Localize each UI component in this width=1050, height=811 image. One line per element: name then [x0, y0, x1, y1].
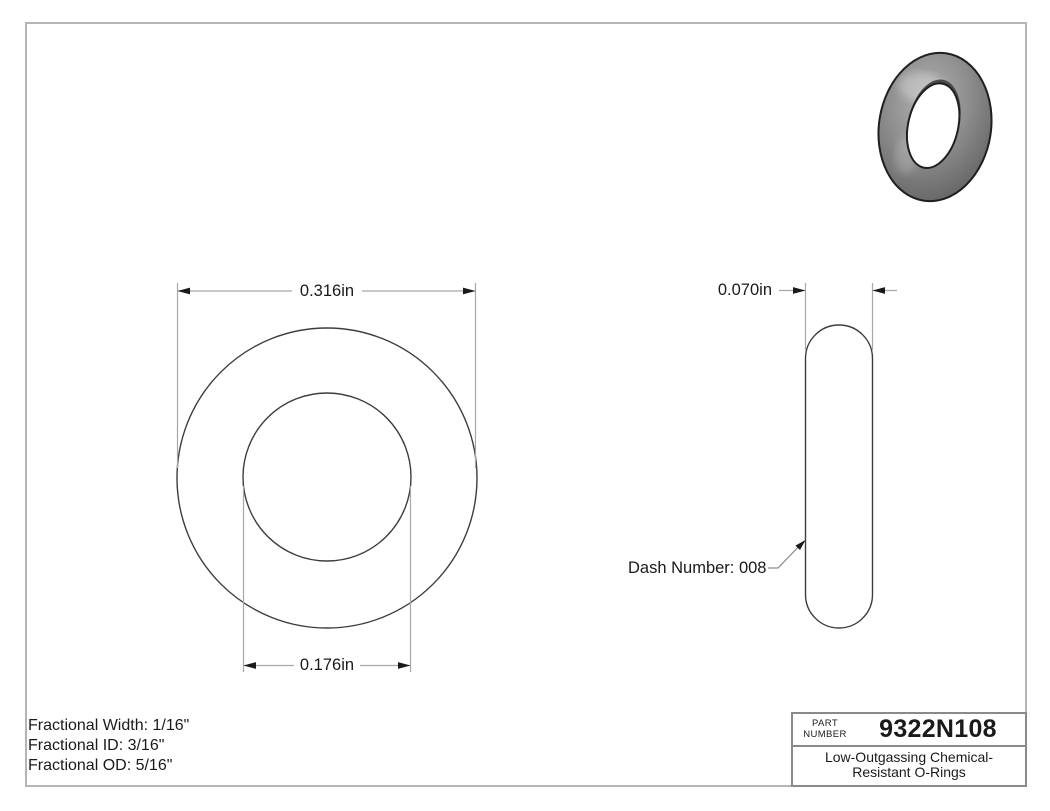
front-view-inner-circle	[243, 393, 411, 561]
id-dimension-label: 0.176in	[299, 655, 355, 674]
part-number-value: 9322N108	[879, 715, 997, 743]
title-block-part-row	[793, 714, 1025, 747]
side-view-cross-section	[806, 325, 873, 628]
oring-3d-image	[876, 50, 994, 204]
od-arrow-right	[463, 288, 476, 295]
front-view-outer-circle	[177, 328, 477, 628]
od-arrow-left	[178, 288, 191, 295]
width-arrow-right	[873, 287, 886, 294]
part-caption-line2: NUMBER	[803, 728, 847, 740]
fractional-notes	[28, 716, 189, 776]
part-caption-line1: PART	[811, 718, 839, 729]
description-line1: Low-Outgassing Chemical-	[824, 748, 994, 765]
part-number-caption	[793, 719, 857, 740]
od-dimension-lines	[178, 283, 476, 468]
title-block-description	[793, 747, 1025, 783]
width-dimension-label: 0.070in	[717, 280, 772, 299]
width-dimension-lines	[779, 283, 897, 350]
fractional-id-note: Fractional ID: 3/16"	[28, 737, 165, 754]
width-arrow-left	[793, 287, 806, 294]
id-arrow-left	[244, 662, 257, 669]
od-dimension-label: 0.316in	[299, 281, 355, 300]
fractional-od-note: Fractional OD: 5/16"	[28, 757, 173, 774]
id-arrow-right	[398, 662, 411, 669]
description-line2: Resistant O-Rings	[852, 764, 966, 780]
title-block	[791, 712, 1027, 787]
fractional-width-note: Fractional Width: 1/16"	[28, 717, 190, 734]
dash-number-label: Dash Number: 008	[628, 558, 767, 577]
id-dimension-lines	[244, 486, 411, 672]
